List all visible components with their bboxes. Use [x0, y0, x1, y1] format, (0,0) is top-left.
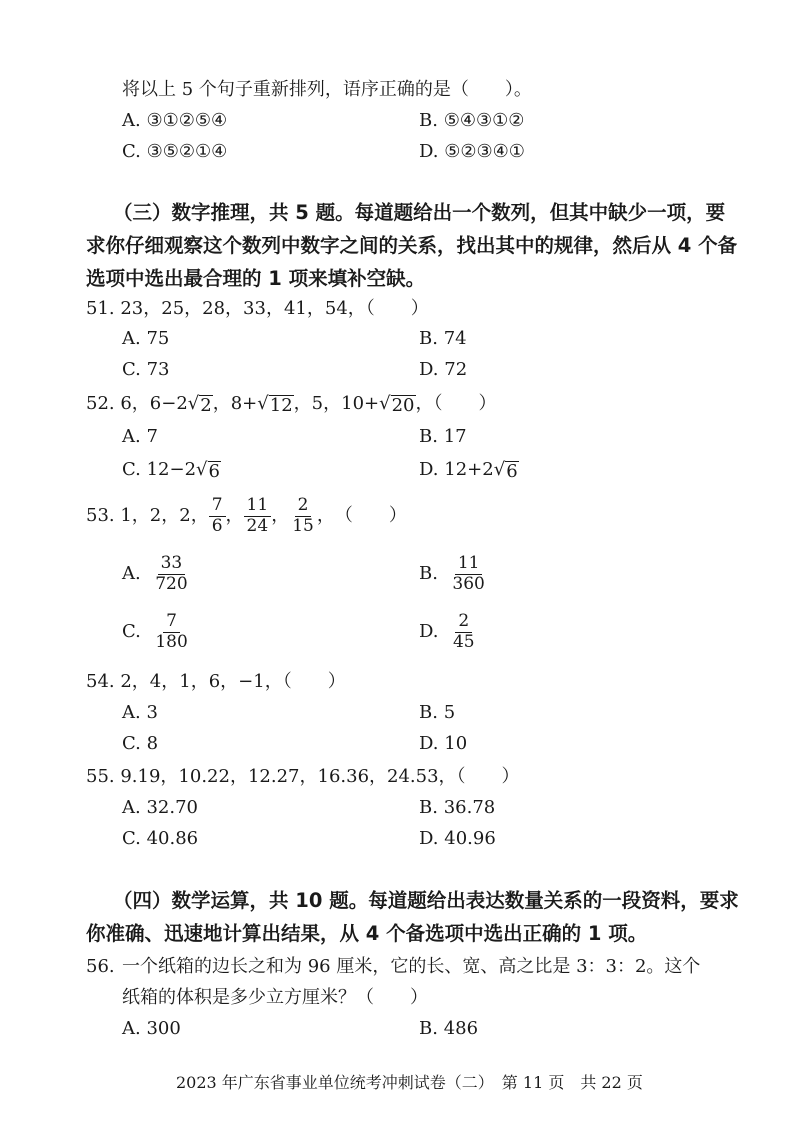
option-d: [419, 458, 519, 482]
option-letter: D.: [419, 141, 439, 162]
radical-sign: √: [379, 393, 391, 414]
page-footer: 2023 年广东省事业单位统考冲刺试卷（二） 第 11 页 共 22 页: [176, 1073, 643, 1092]
radical-sign: √: [187, 393, 200, 414]
option-text: 75: [146, 328, 170, 349]
option-letter: A.: [122, 110, 141, 131]
option-text: 10: [444, 733, 468, 754]
question-stem: 55. 9.19，10.22，12.27，16.36，24.53，（ ）: [86, 766, 520, 787]
option-d: [419, 732, 467, 756]
section-heading-line: （四）数学运算，共 10 题。每道题给出表达数量关系的一段资料，要求: [113, 889, 739, 912]
option-b: [419, 1017, 478, 1041]
option-letter: A.: [122, 426, 141, 447]
question-stem: 一个纸箱的边长之和为 96 厘米，它的长、宽、高之比是 3：3：2。这个: [122, 956, 701, 977]
question-number: 56.: [86, 956, 115, 977]
option-text: ⑤②③④①: [444, 141, 525, 162]
stem-text: ，5，10+: [293, 393, 380, 414]
option-letter: A.: [122, 797, 141, 818]
option-letter: B.: [419, 110, 438, 131]
denominator: 360: [452, 573, 485, 594]
fraction: [244, 496, 272, 536]
option-text: ③①②⑤④: [146, 110, 228, 131]
option-c: [122, 358, 170, 382]
numerator: 33: [158, 554, 186, 575]
radicand: 20: [391, 395, 415, 416]
option-letter: A.: [122, 328, 141, 349]
option-letter: D.: [419, 459, 439, 480]
fraction: [152, 554, 190, 594]
section-heading-line: 求你仔细观察这个数列中数字之间的关系，找出其中的规律，然后从 4 个备: [86, 234, 738, 257]
numerator: 2: [455, 612, 472, 633]
option-b: [419, 327, 467, 351]
square-root: [257, 392, 293, 416]
stem-text: 53. 1，2，2，: [86, 505, 209, 527]
option-c: [122, 732, 158, 756]
option-text: 40.96: [444, 828, 496, 849]
option-letter: A.: [122, 1018, 141, 1039]
radical-sign: √: [493, 459, 506, 480]
fraction: [450, 612, 478, 652]
option-c: [122, 458, 221, 482]
option-letter: C.: [122, 621, 141, 643]
radicand: 6: [208, 461, 220, 482]
question-stem: 51. 23，25，28，33，41，54，（ ）: [86, 298, 429, 319]
option-letter: B.: [419, 328, 438, 349]
option-letter: C.: [122, 733, 141, 754]
option-letter: C.: [122, 359, 141, 380]
square-root: [379, 392, 415, 416]
option-letter: B.: [419, 702, 438, 723]
option-text: 300: [146, 1018, 181, 1039]
option-a: [122, 701, 158, 725]
fraction: [152, 612, 190, 652]
option-b: [419, 425, 467, 449]
option-letter: D.: [419, 359, 439, 380]
section-heading-line: 你准确、迅速地计算出结果，从 4 个备选项中选出正确的 1 项。: [86, 922, 648, 945]
fraction: [289, 496, 317, 536]
option-d: [419, 612, 478, 652]
option-d: [419, 140, 525, 164]
stem-text: ，8+: [212, 393, 258, 414]
numerator: 7: [163, 612, 180, 633]
stem-text: （ ）: [334, 505, 407, 527]
square-root: [494, 458, 519, 482]
numerator: 2: [295, 496, 312, 517]
option-text: 72: [444, 359, 468, 380]
option-a: [122, 327, 169, 351]
option-text: 3: [146, 702, 158, 723]
option-a: [122, 1017, 181, 1041]
option-a: [122, 796, 198, 820]
option-d: [419, 827, 496, 851]
numerator: 11: [455, 554, 483, 575]
question-stem: 54. 2，4，1，6，−1，（ ）: [86, 671, 346, 692]
option-letter: A.: [122, 702, 141, 723]
option-c: [122, 612, 191, 652]
option-b: [419, 109, 524, 133]
option-text: 486: [443, 1018, 479, 1039]
stem-text: 52. 6，6−2: [86, 393, 188, 414]
separator: ，: [225, 505, 244, 527]
option-letter: D.: [419, 621, 439, 643]
option-letter: B.: [419, 426, 438, 447]
option-a: [122, 425, 158, 449]
square-root: [188, 392, 213, 416]
denominator: 24: [246, 515, 269, 536]
option-letter: D.: [419, 828, 439, 849]
fraction: [209, 496, 226, 536]
question-stem: [86, 496, 407, 536]
option-d: [419, 358, 467, 382]
separator: ，: [316, 505, 335, 527]
option-text: 12−2: [146, 459, 197, 480]
numerator: 7: [209, 496, 226, 517]
option-a: [122, 109, 227, 133]
question-stem: [86, 392, 497, 416]
option-a: [122, 554, 191, 594]
option-letter: C.: [122, 828, 141, 849]
radical-sign: √: [196, 459, 208, 480]
option-text: 73: [146, 359, 170, 380]
option-b: [419, 701, 455, 725]
intro-line: 将以上 5 个句子重新排列，语序正确的是（ ）。: [122, 79, 532, 100]
option-text: 40.86: [146, 828, 199, 849]
option-text: ⑤④③①②: [443, 110, 525, 131]
radicand: 2: [200, 395, 212, 416]
radical-sign: √: [257, 393, 269, 414]
option-letter: B.: [419, 797, 438, 818]
question-stem: 纸箱的体积是多少立方厘米？（ ）: [122, 987, 428, 1008]
option-text: ③⑤②①④: [146, 141, 228, 162]
option-letter: D.: [419, 733, 439, 754]
option-letter: A.: [122, 563, 141, 585]
section-heading-line: （三）数字推理，共 5 题。每道题给出一个数列，但其中缺少一项，要: [113, 201, 726, 224]
option-letter: B.: [419, 563, 438, 585]
numerator: 11: [244, 496, 272, 517]
stem-text: ，（ ）: [415, 393, 497, 414]
option-text: 36.78: [443, 797, 496, 818]
denominator: 15: [292, 515, 314, 536]
option-c: [122, 827, 198, 851]
option-text: 32.70: [146, 797, 198, 818]
section-heading-line: 选项中选出最合理的 1 项来填补空缺。: [86, 267, 426, 290]
radicand: 6: [506, 461, 518, 482]
option-text: 74: [443, 328, 467, 349]
option-letter: B.: [419, 1018, 438, 1039]
denominator: 45: [452, 631, 475, 652]
option-text: 17: [443, 426, 467, 447]
option-b: [419, 796, 495, 820]
option-letter: C.: [122, 459, 141, 480]
denominator: 6: [211, 515, 223, 536]
denominator: 720: [155, 573, 188, 594]
option-text: 5: [443, 702, 456, 723]
square-root: [196, 458, 221, 482]
denominator: 180: [155, 631, 188, 652]
fraction: [449, 554, 487, 594]
option-c: [122, 140, 227, 164]
option-letter: C.: [122, 141, 141, 162]
separator: ，: [271, 505, 290, 527]
option-text: 7: [146, 426, 158, 447]
option-text: 12+2: [444, 459, 494, 480]
radicand: 12: [269, 395, 293, 416]
option-text: 8: [146, 733, 159, 754]
option-b: [419, 554, 488, 594]
